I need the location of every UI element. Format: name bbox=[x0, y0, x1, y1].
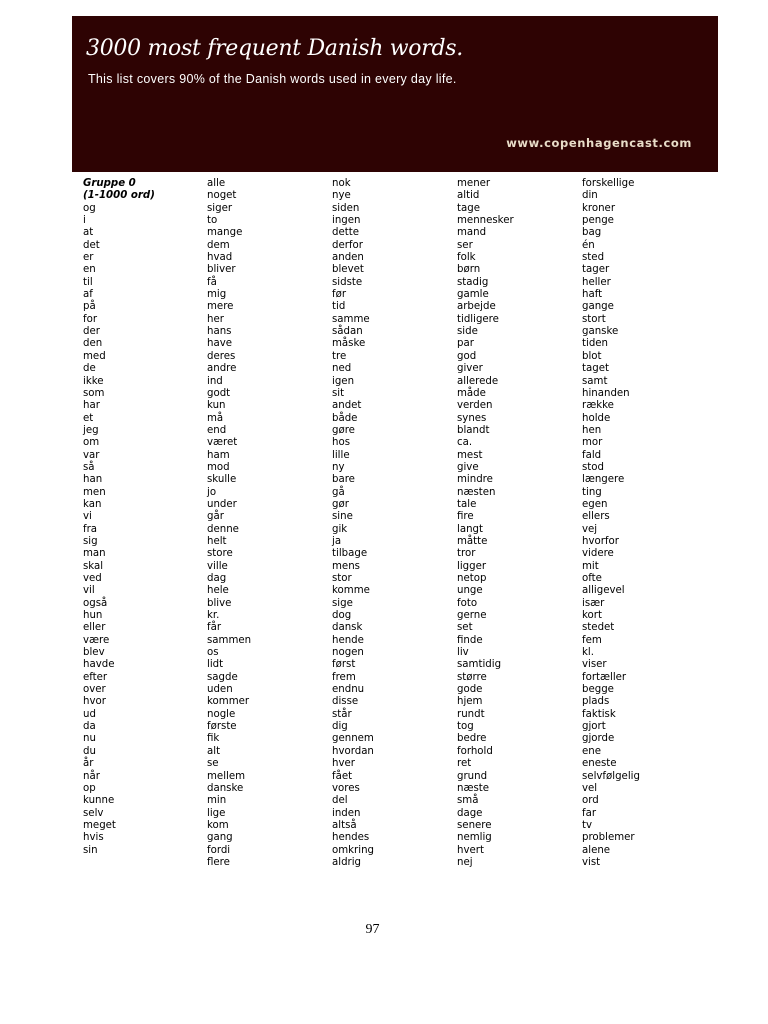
word-item: dette bbox=[332, 227, 359, 239]
word-item: unge bbox=[457, 585, 483, 597]
word-item: var bbox=[83, 449, 100, 461]
word-item: grund bbox=[457, 770, 488, 782]
word-item: viser bbox=[582, 659, 607, 671]
word-item: siger bbox=[207, 202, 233, 214]
word-item: stadig bbox=[457, 276, 489, 288]
word-item: mit bbox=[582, 560, 599, 572]
word-item: netop bbox=[457, 573, 487, 584]
word-item: fra bbox=[83, 523, 98, 535]
word-item: nok bbox=[332, 178, 351, 189]
word-item: længere bbox=[582, 474, 625, 486]
word-item: omkring bbox=[332, 844, 374, 856]
word-item: sådan bbox=[332, 326, 363, 338]
word-item: gamle bbox=[457, 289, 489, 301]
word-item: disse bbox=[332, 696, 359, 708]
word-item: vist bbox=[582, 856, 601, 868]
word-item: hos bbox=[332, 437, 350, 449]
word-item: samme bbox=[332, 313, 370, 325]
word-item: mennesker bbox=[457, 215, 514, 227]
word-item: den bbox=[83, 338, 103, 350]
word-item: siden bbox=[332, 202, 360, 214]
word-item: min bbox=[207, 795, 227, 807]
word-column-5 bbox=[582, 178, 640, 869]
word-item: gjort bbox=[582, 721, 606, 733]
word-item: mest bbox=[457, 449, 483, 461]
word-item: penge bbox=[582, 215, 614, 227]
word-item: er bbox=[83, 252, 94, 264]
word-item: måtte bbox=[457, 535, 488, 547]
word-item: hun bbox=[83, 610, 103, 622]
word-item: ville bbox=[207, 560, 228, 572]
word-item: før bbox=[332, 289, 347, 301]
word-item: gik bbox=[332, 523, 348, 535]
word-item: sidste bbox=[332, 276, 363, 288]
word-item: videre bbox=[582, 548, 614, 560]
word-item: hvis bbox=[83, 832, 104, 844]
word-item: skal bbox=[83, 560, 104, 572]
word-item: ofte bbox=[582, 573, 602, 584]
word-item: kr. bbox=[207, 610, 220, 622]
word-item: hen bbox=[582, 424, 602, 436]
word-item: får bbox=[207, 622, 222, 634]
word-item: ganske bbox=[582, 326, 619, 338]
word-item: problemer bbox=[582, 832, 635, 844]
word-item: anden bbox=[332, 252, 364, 264]
word-column-4 bbox=[457, 178, 514, 869]
word-item: dog bbox=[332, 610, 352, 622]
word-item: samt bbox=[582, 375, 608, 387]
word-item: inden bbox=[332, 807, 361, 819]
word-item: et bbox=[83, 412, 94, 424]
group-range: (1-1000 ord) bbox=[83, 190, 155, 202]
word-item: ca. bbox=[457, 437, 473, 449]
word-item: finde bbox=[457, 634, 483, 646]
word-item: blevet bbox=[332, 264, 364, 276]
word-item: hvor bbox=[83, 696, 106, 708]
word-item: igen bbox=[332, 375, 355, 387]
word-item: først bbox=[332, 659, 356, 671]
word-item: to bbox=[207, 215, 218, 227]
word-item: de bbox=[83, 363, 96, 375]
word-item: kun bbox=[207, 400, 226, 412]
word-item: holde bbox=[582, 412, 611, 424]
word-item: tid bbox=[332, 301, 346, 313]
word-item: at bbox=[83, 227, 94, 239]
word-item: om bbox=[83, 437, 100, 449]
word-item: kroner bbox=[582, 202, 616, 214]
word-item: fået bbox=[332, 770, 353, 782]
word-item: tiden bbox=[582, 338, 609, 350]
word-item: frem bbox=[332, 671, 356, 683]
word-item: ny bbox=[332, 461, 345, 473]
word-item: egen bbox=[582, 498, 608, 510]
word-item: da bbox=[83, 721, 96, 733]
word-item: mor bbox=[582, 437, 603, 449]
word-item: næste bbox=[457, 782, 490, 794]
word-item: have bbox=[207, 338, 232, 350]
word-item: men bbox=[83, 486, 106, 498]
word-item: blev bbox=[83, 647, 105, 659]
word-item: går bbox=[207, 511, 224, 523]
word-item: mens bbox=[332, 560, 360, 572]
word-item: så bbox=[83, 461, 95, 473]
word-item: af bbox=[83, 289, 93, 301]
word-item: tage bbox=[457, 202, 480, 214]
word-item: stod bbox=[582, 461, 605, 473]
word-item: du bbox=[83, 745, 96, 757]
word-item: sted bbox=[582, 252, 605, 264]
word-item: selv bbox=[83, 807, 104, 819]
word-item: jeg bbox=[83, 424, 99, 436]
word-item: jo bbox=[207, 486, 217, 498]
word-item: andre bbox=[207, 363, 237, 375]
word-item: god bbox=[457, 350, 477, 362]
word-item: ret bbox=[457, 758, 472, 770]
word-item: første bbox=[207, 721, 237, 733]
word-item: her bbox=[207, 313, 224, 325]
word-item: gode bbox=[457, 684, 483, 696]
word-item: hendes bbox=[332, 832, 370, 844]
word-item: danske bbox=[207, 782, 244, 794]
word-item: alle bbox=[207, 178, 226, 189]
word-item: heller bbox=[582, 276, 611, 288]
word-item: hans bbox=[207, 326, 232, 338]
word-item: mener bbox=[457, 178, 491, 189]
word-item: arbejde bbox=[457, 301, 496, 313]
word-item: bag bbox=[582, 227, 602, 239]
word-item: vil bbox=[83, 585, 95, 597]
word-item: bare bbox=[332, 474, 355, 486]
word-item: langt bbox=[457, 523, 483, 535]
word-item: i bbox=[83, 215, 86, 227]
word-item: par bbox=[457, 338, 474, 350]
word-item: tale bbox=[457, 498, 477, 510]
word-item: fald bbox=[582, 449, 602, 461]
word-item: man bbox=[83, 548, 106, 560]
word-item: har bbox=[83, 400, 100, 412]
word-item: fik bbox=[207, 733, 220, 745]
word-item: begge bbox=[582, 684, 614, 696]
word-item: vi bbox=[83, 511, 92, 523]
word-item: flere bbox=[207, 856, 230, 868]
word-item: nemlig bbox=[457, 832, 492, 844]
word-item: sagde bbox=[207, 671, 238, 683]
word-item: uden bbox=[207, 684, 233, 696]
word-item: over bbox=[83, 684, 106, 696]
word-item: på bbox=[83, 301, 96, 313]
word-item: må bbox=[207, 412, 224, 424]
word-item: meget bbox=[83, 819, 116, 831]
word-item: gennem bbox=[332, 733, 374, 745]
word-item: mere bbox=[207, 301, 234, 313]
word-item: hvert bbox=[457, 844, 484, 856]
word-item: ellers bbox=[582, 511, 610, 523]
word-item: mand bbox=[457, 227, 487, 239]
word-item: også bbox=[83, 597, 108, 609]
word-item: både bbox=[332, 412, 358, 424]
word-item: hvad bbox=[207, 252, 233, 264]
word-item: mindre bbox=[457, 474, 493, 486]
word-item: måske bbox=[332, 338, 366, 350]
word-item: synes bbox=[457, 412, 487, 424]
word-item: tror bbox=[457, 548, 476, 560]
word-item: kan bbox=[83, 498, 102, 510]
word-item: ligger bbox=[457, 560, 487, 572]
word-item: dansk bbox=[332, 622, 363, 634]
word-item: giver bbox=[457, 363, 483, 375]
word-item: forskellige bbox=[582, 178, 635, 189]
word-item: godt bbox=[207, 387, 231, 399]
word-item: foto bbox=[457, 597, 478, 609]
word-item: plads bbox=[582, 696, 610, 708]
word-item: kl. bbox=[582, 647, 594, 659]
word-item: blot bbox=[582, 350, 602, 362]
word-item: del bbox=[332, 795, 348, 807]
word-item: nej bbox=[457, 856, 473, 868]
word-item: med bbox=[83, 350, 106, 362]
word-item: dage bbox=[457, 807, 483, 819]
word-item: gør bbox=[332, 498, 349, 510]
word-item: liv bbox=[457, 647, 469, 659]
word-item: eneste bbox=[582, 758, 617, 770]
word-item: hver bbox=[332, 758, 355, 770]
word-item: større bbox=[457, 671, 487, 683]
word-item: børn bbox=[457, 264, 481, 276]
word-item: vel bbox=[582, 782, 598, 794]
word-item: hvorfor bbox=[582, 535, 619, 547]
header-banner bbox=[72, 16, 718, 172]
word-item: står bbox=[332, 708, 352, 720]
word-item: næsten bbox=[457, 486, 496, 498]
word-item: gang bbox=[207, 832, 233, 844]
word-item: samtidig bbox=[457, 659, 502, 671]
word-item: din bbox=[582, 190, 598, 202]
word-item: tidligere bbox=[457, 313, 499, 325]
word-item: tilbage bbox=[332, 548, 368, 560]
word-item: folk bbox=[457, 252, 476, 264]
word-item: store bbox=[207, 548, 233, 560]
word-item: helt bbox=[207, 535, 227, 547]
word-item: altid bbox=[457, 190, 480, 202]
word-item: sammen bbox=[207, 634, 252, 646]
word-item: sit bbox=[332, 387, 345, 399]
word-item: ord bbox=[582, 795, 599, 807]
word-item: denne bbox=[207, 523, 239, 535]
word-item: ingen bbox=[332, 215, 361, 227]
word-item: sig bbox=[83, 535, 98, 547]
word-item: bliver bbox=[207, 264, 236, 276]
word-item: faktisk bbox=[582, 708, 616, 720]
word-item: kort bbox=[582, 610, 602, 622]
word-item: nogen bbox=[332, 647, 364, 659]
word-item: mellem bbox=[207, 770, 246, 782]
word-item: kommer bbox=[207, 696, 250, 708]
word-item: lidt bbox=[207, 659, 224, 671]
word-item: stedet bbox=[582, 622, 615, 634]
word-item: som bbox=[83, 387, 105, 399]
word-item: se bbox=[207, 758, 219, 770]
word-item: noget bbox=[207, 190, 237, 202]
word-item: ud bbox=[83, 708, 96, 720]
word-item: være bbox=[83, 634, 110, 646]
word-item: lille bbox=[332, 449, 350, 461]
word-item: under bbox=[207, 498, 237, 510]
word-item: os bbox=[207, 647, 219, 659]
word-item: aldrig bbox=[332, 856, 362, 868]
word-item: eller bbox=[83, 622, 106, 634]
word-item: ser bbox=[457, 239, 473, 251]
word-item: bedre bbox=[457, 733, 487, 745]
word-item: set bbox=[457, 622, 473, 634]
word-item: gå bbox=[332, 486, 345, 498]
document-title: 3000 most frequent Danish words. bbox=[86, 36, 463, 61]
word-item: forhold bbox=[457, 745, 493, 757]
word-item: det bbox=[83, 239, 100, 251]
word-item: nye bbox=[332, 190, 351, 202]
word-column-2 bbox=[207, 178, 251, 869]
word-item: ja bbox=[332, 535, 342, 547]
page-number: 97 bbox=[365, 922, 380, 937]
word-item: hvordan bbox=[332, 745, 374, 757]
word-item: end bbox=[207, 424, 227, 436]
word-item: for bbox=[83, 313, 98, 325]
word-item: til bbox=[83, 276, 93, 288]
word-item: blandt bbox=[457, 424, 490, 436]
word-item: dig bbox=[332, 721, 348, 733]
word-column-3 bbox=[332, 178, 374, 869]
word-list bbox=[83, 178, 723, 878]
word-item: når bbox=[83, 770, 100, 782]
word-item: endnu bbox=[332, 684, 365, 696]
word-item: gøre bbox=[332, 424, 355, 436]
word-item: små bbox=[457, 795, 479, 807]
word-item: nogle bbox=[207, 708, 236, 720]
word-item: ham bbox=[207, 449, 230, 461]
word-item: han bbox=[83, 474, 103, 486]
word-item: selvfølgelig bbox=[582, 770, 640, 782]
word-item: tv bbox=[582, 819, 593, 831]
word-item: komme bbox=[332, 585, 370, 597]
word-item: især bbox=[582, 597, 605, 609]
word-item: senere bbox=[457, 819, 492, 831]
word-item: mange bbox=[207, 227, 243, 239]
word-item: sige bbox=[332, 597, 353, 609]
word-item: lige bbox=[207, 807, 226, 819]
word-item: gjorde bbox=[582, 733, 615, 745]
word-item: vej bbox=[582, 523, 598, 535]
word-item: hjem bbox=[457, 696, 483, 708]
word-item: altså bbox=[332, 819, 357, 831]
word-item: fortæller bbox=[582, 671, 627, 683]
word-item: der bbox=[83, 326, 100, 338]
word-item: fem bbox=[582, 634, 602, 646]
word-item: dag bbox=[207, 573, 227, 584]
word-item: række bbox=[582, 400, 614, 412]
word-column-1 bbox=[83, 178, 155, 857]
word-item: deres bbox=[207, 350, 236, 362]
word-item: ting bbox=[582, 486, 602, 498]
word-item: hende bbox=[332, 634, 364, 646]
word-item: efter bbox=[83, 671, 108, 683]
document-subtitle: This list covers 90% of the Danish words used in every day life. bbox=[88, 72, 457, 86]
word-item: sin bbox=[83, 844, 98, 856]
word-item: nu bbox=[83, 733, 96, 745]
word-item: år bbox=[83, 758, 94, 770]
word-item: én bbox=[582, 239, 595, 251]
word-item: rundt bbox=[457, 708, 485, 720]
word-item: hele bbox=[207, 585, 229, 597]
word-item: en bbox=[83, 264, 96, 276]
word-item: alene bbox=[582, 844, 611, 856]
word-item: allerede bbox=[457, 375, 499, 387]
word-item: ikke bbox=[83, 375, 104, 387]
word-item: andet bbox=[332, 400, 362, 412]
word-item: stor bbox=[332, 573, 352, 584]
word-item: havde bbox=[83, 659, 115, 671]
word-item: skulle bbox=[207, 474, 237, 486]
word-item: verden bbox=[457, 400, 493, 412]
word-item: stort bbox=[582, 313, 606, 325]
word-item: taget bbox=[582, 363, 609, 375]
word-item: far bbox=[582, 807, 597, 819]
word-item: ned bbox=[332, 363, 352, 375]
word-item: blive bbox=[207, 597, 232, 609]
word-item: tre bbox=[332, 350, 347, 362]
word-item: kom bbox=[207, 819, 229, 831]
website-url: www.copenhagencast.com bbox=[506, 136, 692, 150]
word-item: fordi bbox=[207, 844, 231, 856]
word-item: og bbox=[83, 202, 96, 214]
word-item: mod bbox=[207, 461, 230, 473]
word-item: måde bbox=[457, 387, 486, 399]
word-item: gange bbox=[582, 301, 614, 313]
word-item: dem bbox=[207, 239, 230, 251]
word-item: alligevel bbox=[582, 585, 625, 597]
word-item: sine bbox=[332, 511, 353, 523]
word-item: alt bbox=[207, 745, 221, 757]
word-item: tager bbox=[582, 264, 610, 276]
word-item: ved bbox=[83, 573, 102, 584]
word-item: tog bbox=[457, 721, 474, 733]
word-item: været bbox=[207, 437, 238, 449]
word-item: ene bbox=[582, 745, 601, 757]
word-item: gerne bbox=[457, 610, 487, 622]
word-item: fire bbox=[457, 511, 474, 523]
word-item: side bbox=[457, 326, 478, 338]
word-item: kunne bbox=[83, 795, 115, 807]
word-item: haft bbox=[582, 289, 603, 301]
word-item: vores bbox=[332, 782, 360, 794]
word-item: derfor bbox=[332, 239, 363, 251]
word-item: op bbox=[83, 782, 96, 794]
word-item: give bbox=[457, 461, 479, 473]
word-item: ind bbox=[207, 375, 223, 387]
word-item: hinanden bbox=[582, 387, 630, 399]
group-title: Gruppe 0 bbox=[83, 178, 136, 189]
word-item: mig bbox=[207, 289, 227, 301]
word-item: få bbox=[207, 276, 217, 288]
